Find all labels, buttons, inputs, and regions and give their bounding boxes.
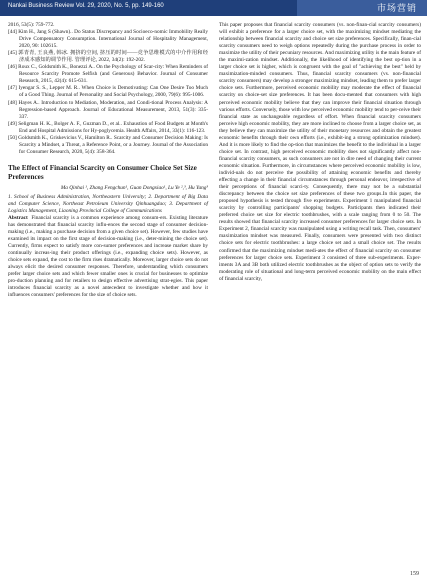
reference-item: [45] 郭青青, 王良燕, 韩冰. 拥挤的空间, 挤压的时间——竞争思维模式的中介作用和经济成本感知的调节作用. 管理评论, 2022, 34(2): 192-202.: [8, 50, 208, 64]
reference-item: [50] Goldsmith K., Griskevicius V., Hamilton R.. Scarcity and Consumer Decision Making: Is Scarcity a Mindset, a Threat, a Reference Point, or a Journey. Journal of the Association for Consumer Research, 2020, 5(4): 358-364.: [8, 134, 208, 155]
article-authors: Ma Qinhai ¹, Zhang Fengchun¹, Guan Dongxiao¹, Lu Ye ²,³, Hu Yang³: [60, 184, 208, 191]
reference-item: [46] Roux C., Goldsmith K., Bonezzi A.. On the Psychology of Scar-city: When Reminders of Resource Scarcity Promote Selfish (and Generous) Behavior. Journal of Consumer Research, 2015, 42(4): 615-631.: [8, 64, 208, 85]
article-title: The Effect of Financial Scarcity on Consumer Choice Set Size Preferences: [8, 163, 197, 182]
reference-item: [44] Kim H., Jang S (Shawn).. Do Status Discrepancy and Socioeco-nomic Immobility Really Drive Compensatory Consumption. International Journal of Hospitality Management, 2020, 90: 102615.: [8, 29, 208, 50]
page-number: 159: [410, 571, 419, 577]
article-affiliations: 1. School of Business Administration, Northeastern University; 2. Department of Big Data and Computer Science, Northeast Petroleum University Qinhuangdao; 3. Department of Logistics Management, Liaoning Provincial College of Communications: [8, 193, 208, 214]
body-text: This paper proposes that financial scarcity consumers (vs. non-finan-cial scarcity consumers) will exhibit a preference for a larger choice set, with the maximizing mindset mediating the relationship between financial scarcity and choice set size preferences. Specifically, finan-cial scarcity consumers need to weigh options repeatedly during the purchase process in order to maximize the utility of their pecuniary resources. And maximizing utility is the main feature of the maximi-zation mindset. Additionally, the likelihood of identifying the best op-tion in a larger choice set is higher, which is congruent with the goal of "achieving the best" held by maximization-minded consumers. Thus, financial scarcity consumers (vs. non-financial scarcity consumers) may develop a stronger maximizing mindset, leading them to prefer larger choice sets. Furthermore, perceived economic mobility may moderate the effect of financial scarcity on choice-set size preferences. It has been docu-mented that consumers with high perceived economic mobility believe that they can improve their financial situation through various efforts. Conversely, those with low perceived economic mobility tend to per-ceive their financial state as unchangeable regardless of effort. When financial scarcity consumers perceive high economic mobility, they are more inclined to choose from a larger choice set, as they believe they can maximize the utility of their monetary resources and obtain the greatest economic benefits through their own efforts (i.e., exhibit-ing a strong optimization mindset). And it is more likely to find the op-tion that maximizes the benefit to the individual in a larger choice set. In contrast, high perceived economic mobility does not significantly affect non-financial scarcity consumers, as such consumers are not in dire need of changing their current economic situation. Furthermore, in circumstances where perceived economic mobility is low, individ-uals do not perceive the possibility of attaining economic benefits and thereby effecting a change in their financial circumstances through personal endeavor, irrespective of their perceptions of financial scarci-ty. Consequently, there may not be a substantial discrepancy between the choice set size preferences of these two groups.In this paper, the proposed hypothesis is tested through five experiments. Experiment 1 manipulated financial scarcity by controlling participants' shopping budgets. Participants then indicated their preferred choice set size for electric toothbrushes, with a scale ranging from 0 to 50. The results showed that financial scarcity increased consumer preferences for larger choice sets. In Experiment 2, financial scarcity was manipulated using a writing recall task. Then, consumers' maximization mindset was measured. Finally, consumers were presented with two distinct choice sets for electric toothbrushes: a large choice set and a small choice set. The results confirmed that the maximizing mindset medi-ates the effect of financial scarcity on consumer preferences for larger choice sets. Experiment 3 consisted of three sub-experiments. Exper-iments 3A and 3B both utilized electric toothbrushes as the object of option sets to verify the moderating role of situational and long-term perceived economic mobility on the main effect of financial scarcity,: [219, 22, 421, 282]
reference-item: [49] Seligman H. K., Bolger A. F., Guzman D., et al.. Exhaustion of Food Budgets at Month's End and Hospital Admissions for Hy-poglycemia. Health Affairs, 2014, 33(1): 116-123.: [8, 120, 208, 134]
reference-item: [48] Hayes A.. Introduction to Mediation, Moderation, and Condi-tional Process Analysis: A Regression-based Approach. Journal of Educational Measurement, 2013, 51(3): 335-337.: [8, 99, 208, 120]
journal-citation: Nankai Business Review Vol. 29, 2020, No. 5, pp. 149-160: [8, 3, 164, 9]
journal-header-bar: [0, 0, 427, 16]
abstract-text: Financial scarcity is a common experience among consum-ers. Existing literature has demonstrated that financial scarcity influ-ences the second stage of consumer decision-making (i.e., making a purchase decision from a given choice set). However, few studies have examined its impact on the first stage of decision-making (i.e., deter-mining the choice set). Currently, firms expect to satisfy more con-sumer preferences and increase market share by continually increas-ing their product offerings (i.e., expanding choice sets). However, as choice sets expand, the cost to the firm rises dramatically. Moreover, larger choice sets do not always elicit the desired consumer responses. Therefore, understanding which consumers prefer larger choice sets and which fewer smaller ones is crucial for businesses to optimize pro-duction planning and for retailers to design effective advertising strat-egies. This paper introduces financial scarcity as a novel antecedent to investigate whether and how it influences consumers' preferences for the size of choice sets.: [8, 214, 208, 299]
reference-item: 2016, 53(5): 759-772.: [8, 22, 55, 28]
abstract-paragraph: [8, 215, 208, 300]
section-label: 市场营销: [376, 4, 417, 14]
abstract-label: Abstract: [8, 214, 28, 221]
left-column: [8, 22, 208, 299]
right-column: [219, 22, 421, 283]
reference-item: [47] Iyengar S. S., Lepper M. R.. When Choice is Demotivating: Can One Desire Too Much of a Good Thing. Journal of Personality and Social Psychology, 2000, 79(6): 995-1006.: [8, 85, 208, 99]
